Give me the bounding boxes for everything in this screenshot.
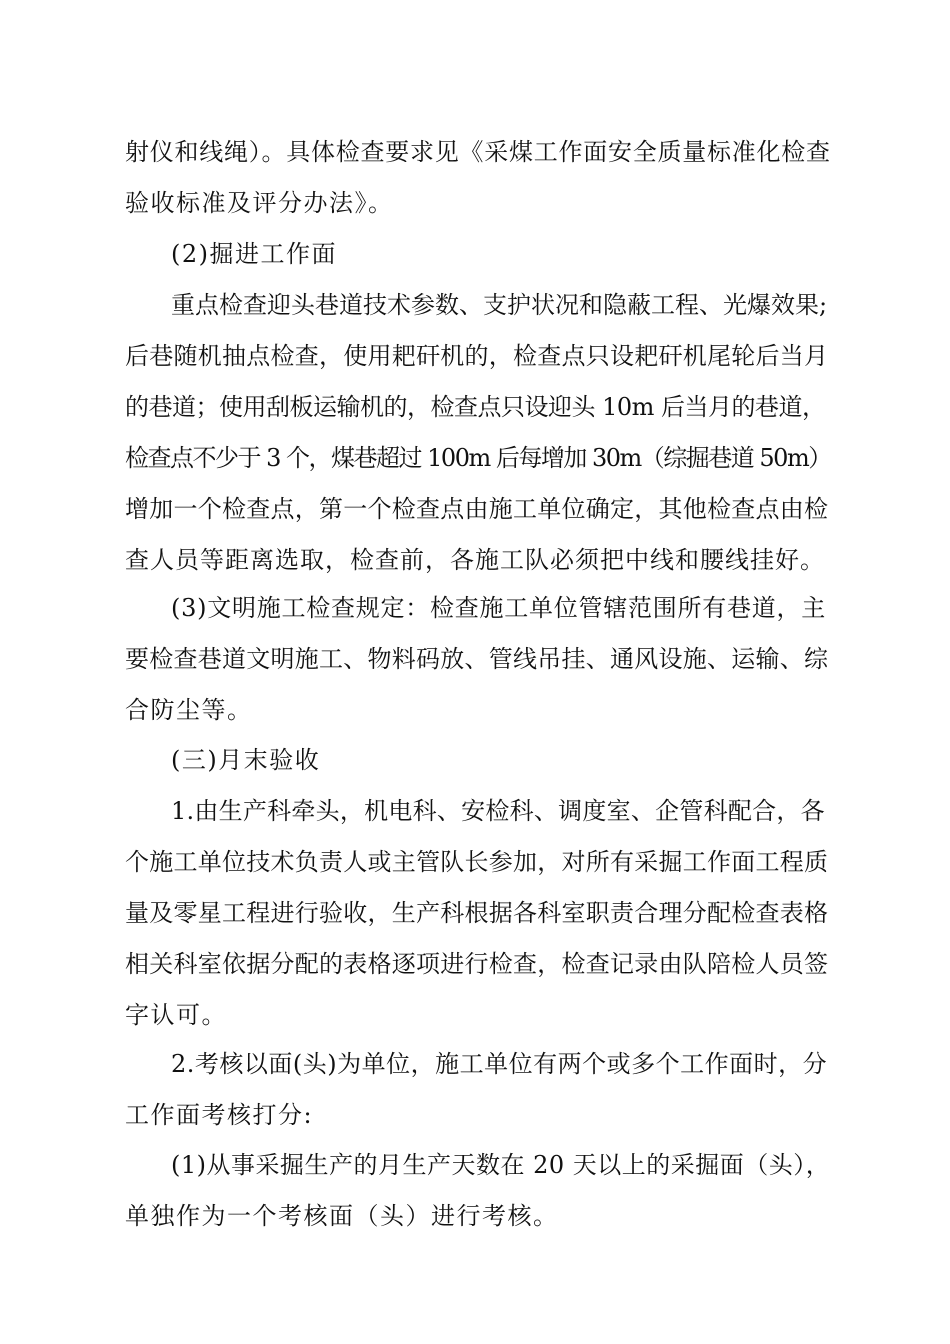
- paragraph-1: [125, 127, 831, 229]
- paragraph-7: [125, 1039, 831, 1141]
- text-line: 1.由生产科牵头，机电科、安检科、调度室、企管科配合，各: [171, 797, 825, 825]
- paragraph-3: [125, 280, 831, 586]
- paragraph-4: [125, 583, 831, 736]
- paragraph-6: [125, 786, 831, 1041]
- text-line: 要检查巷道文明施工、物料码放、管线吊挂、通风设施、运输、综: [125, 645, 829, 673]
- text-line: 查人员等距离选取，检查前，各施工队必须把中线和腰线挂好。: [125, 546, 825, 574]
- paragraph-2-heading: [125, 229, 831, 280]
- text-line: 个施工单位技术负责人或主管队长参加，对所有采掘工作面工程质: [125, 848, 829, 876]
- text-line: 相关科室依据分配的表格逐项进行检查，检查记录由队陪检人员签: [125, 950, 829, 978]
- text-line: 验收标准及评分办法》。: [125, 189, 394, 217]
- paragraph-8: [125, 1140, 831, 1242]
- text-line: 单独作为一个考核面（头）进行考核。: [125, 1202, 559, 1230]
- paragraph-5-heading: [125, 735, 831, 786]
- text-line: 重点检查迎头巷道技术参数、支护状况和隐蔽工程、光爆效果;: [171, 291, 828, 319]
- text-line: 后巷随机抽点检查，使用耙矸机的，检查点只设耙矸机尾轮后当月: [125, 342, 829, 370]
- text-line: 量及零星工程进行验收，生产科根据各科室职责合理分配检查表格: [125, 899, 829, 927]
- section-heading: (2)掘进工作面: [171, 240, 337, 268]
- text-line: 2.考核以面(头)为单位，施工单位有两个或多个工作面时，分: [171, 1050, 828, 1078]
- text-line: (1)从事采掘生产的月生产天数在 20 天以上的采掘面（头），: [171, 1151, 831, 1179]
- section-heading: (三)月末验收: [171, 746, 321, 774]
- text-line: 的巷道；使用刮板运输机的，检查点只设迎头 10m 后当月的巷道，: [125, 393, 826, 421]
- text-line: 增加一个检查点，第一个检查点由施工单位确定，其他检查点由检: [125, 495, 829, 523]
- text-line: 合防尘等。: [125, 696, 253, 724]
- text-line: 字认可。: [125, 1001, 227, 1029]
- text-line: 工作面考核打分:: [125, 1101, 314, 1129]
- text-line: 检查点不少于 3 个，煤巷超过 100m 后每增加 30m（综掘巷道 50m）: [125, 444, 831, 472]
- text-line: (3)文明施工检查规定：检查施工单位管辖范围所有巷道，主: [171, 594, 826, 622]
- text-line: 射仪和线绳）。具体检查要求见《采煤工作面安全质量标准化检查: [125, 138, 831, 166]
